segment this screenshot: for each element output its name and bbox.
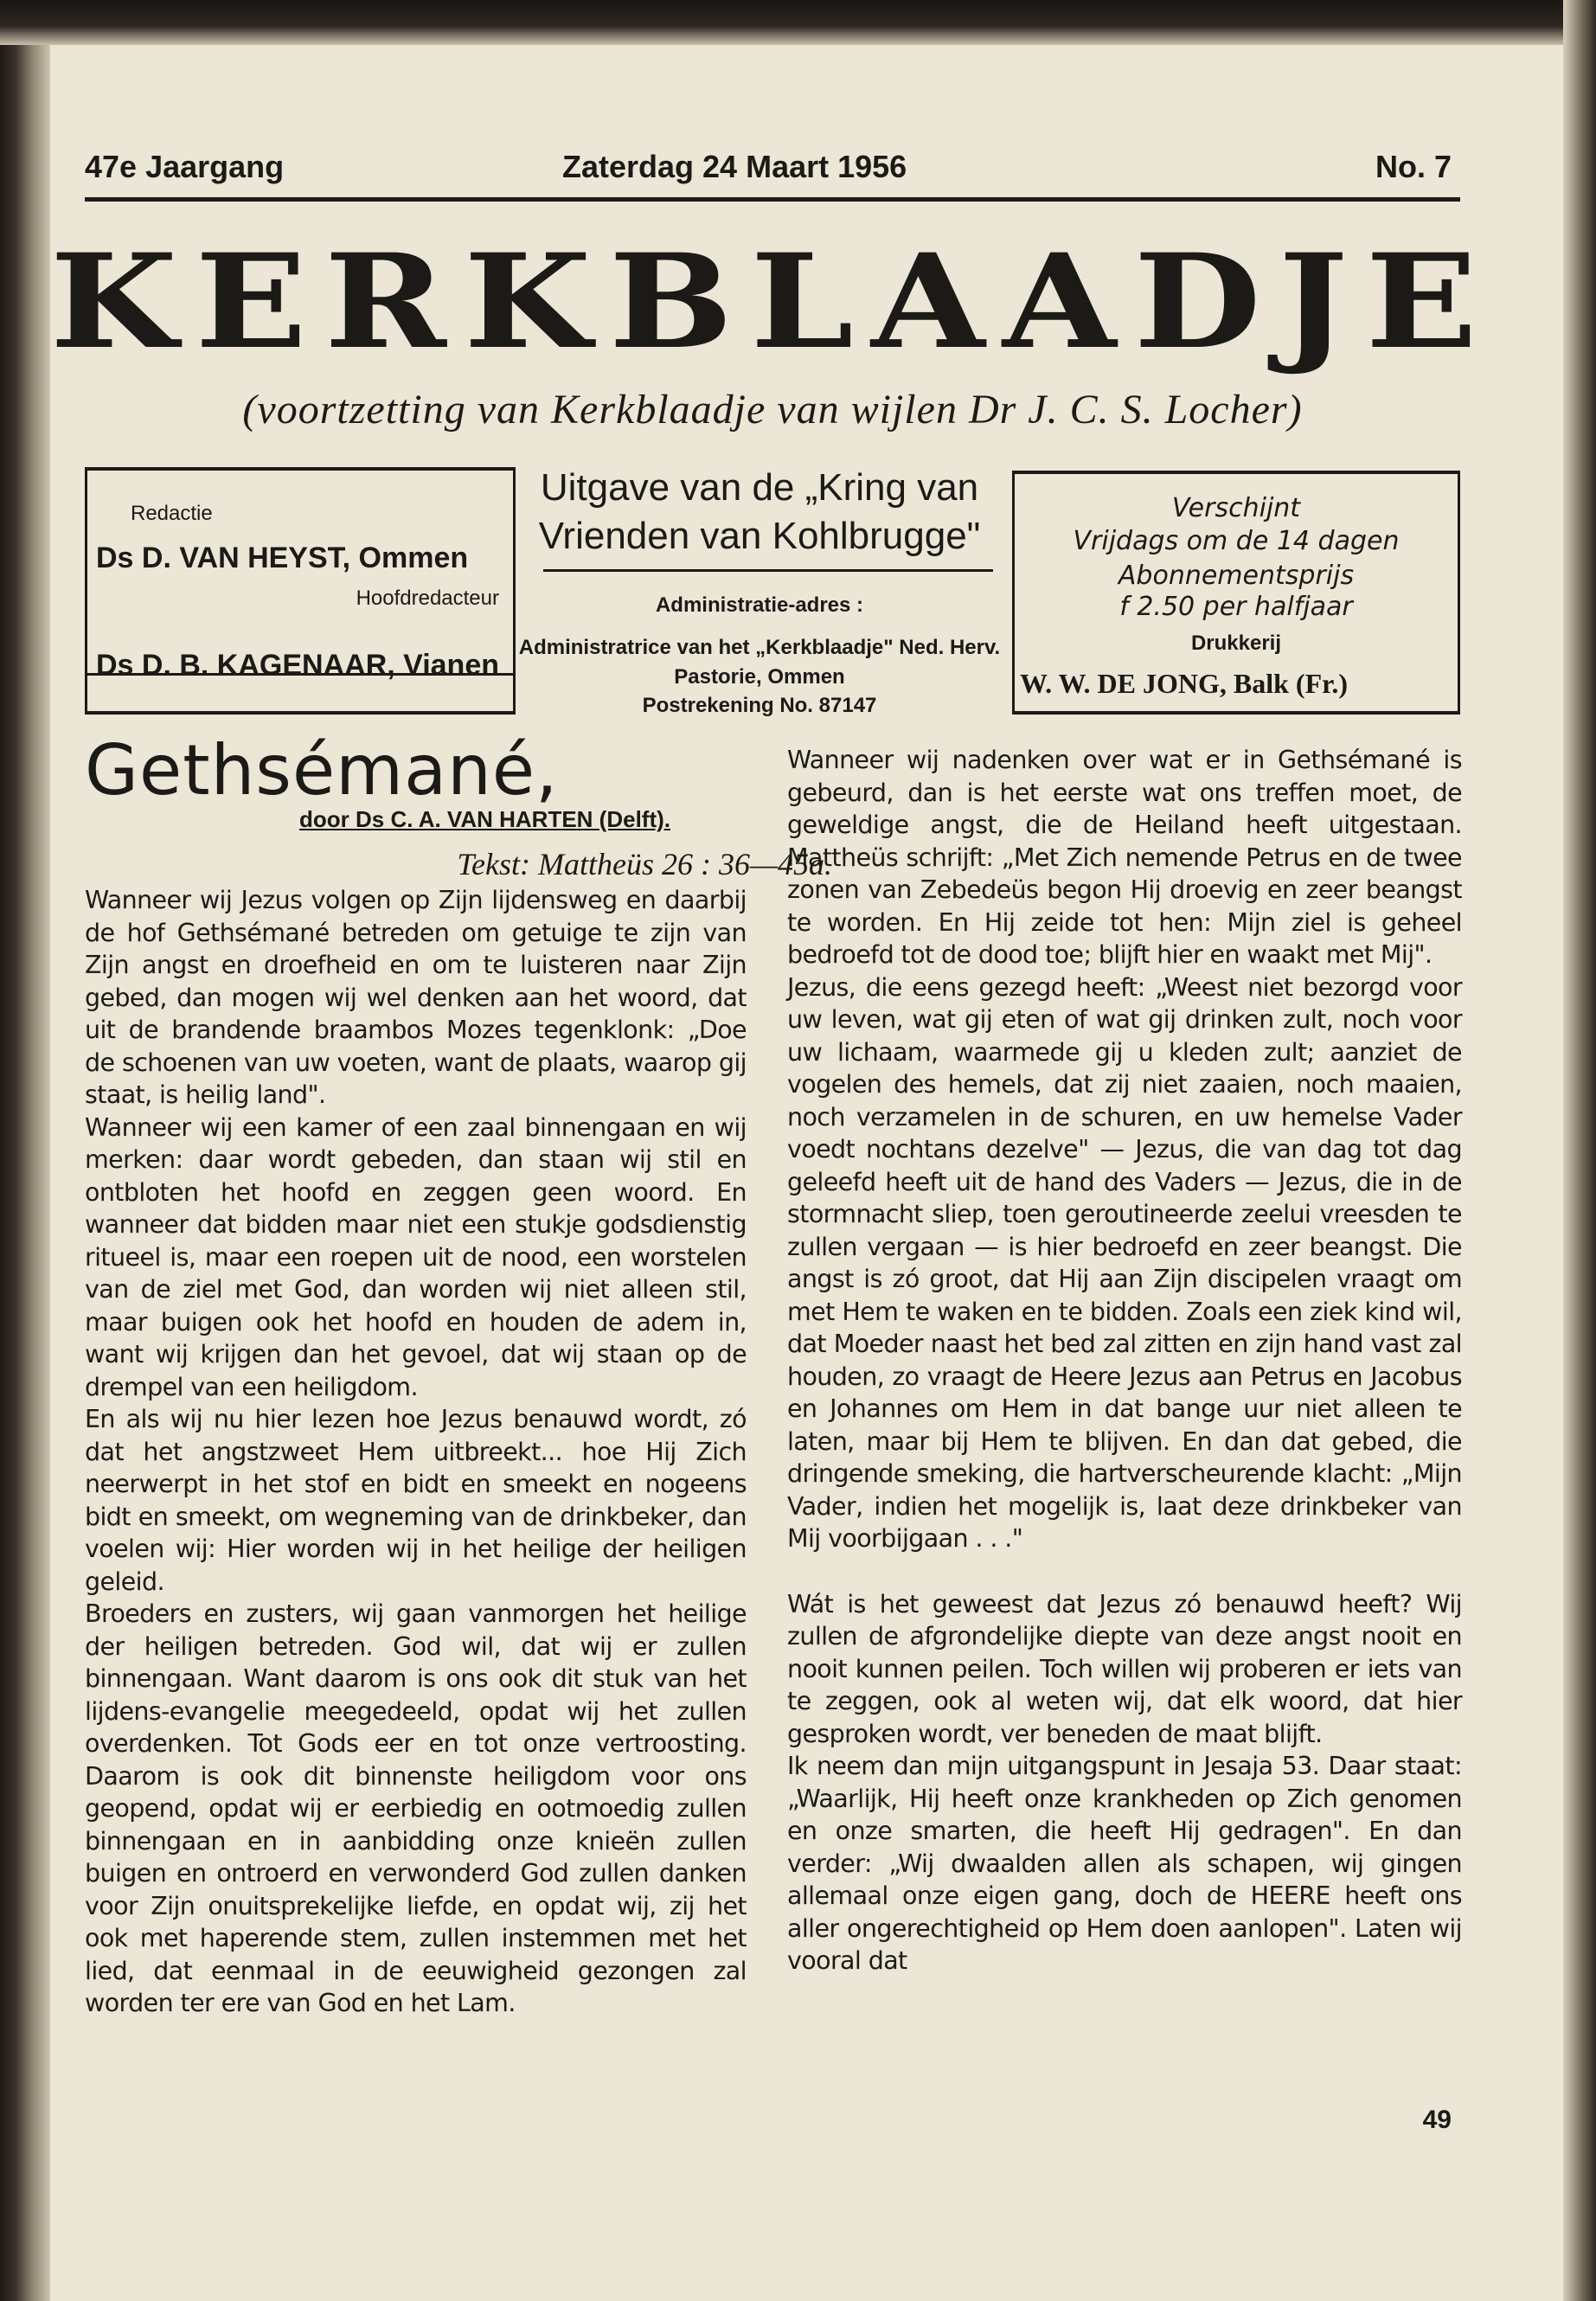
page-number: 49 (1422, 2106, 1452, 2134)
right-edge (1563, 0, 1596, 2301)
scripture-reference: Tekst: Mattheüs 26 : 36—45a. (457, 847, 832, 881)
editor-1-role: Hoofdredacteur (356, 586, 499, 610)
paragraph: Ik neem dan mijn uitgangspunt in Jesaja 53. Daar staat: „Waarlijk, Hij heeft onze krankheden op Zich genomen en onze smarten, die heeft Hij gedragen". En dan verder: „Wij dwaalden allen als schapen, wij gingen allemaal onze eigen gang, doch de HEERE heeft ons aller ongerechtigheid op Hem doen aanlopen". Laten wij vooral dat (787, 1752, 1462, 1975)
admin-label: Administratie-adres : (655, 593, 864, 617)
masthead-subtitle: (voortzetting van Kerkblaadje van wijlen Dr J. C. S. Locher) (242, 387, 1303, 433)
publisher-title: Uitgave van de „Kring van Vrienden van Kohlbrugge" (538, 466, 981, 557)
top-edge (0, 0, 1596, 45)
masthead-title: KERKBLAADJE (49, 226, 1496, 378)
editor-1: Ds D. VAN HEYST, Ommen (96, 542, 469, 574)
paragraph: Wanneer wij Jezus volgen op Zijn lijdensweg en daarbij de hof Gethsémané betreden om getuige te zijn van Zijn angst en droefheid en om te luisteren naar Zijn gebed, dan mogen wij wel denken aan het woord, dat uit de brandende braambos Mozes tegenklonk: „Doe de schoenen van uw voeten, want de plaats, waarop gij staat, is heilig land". (85, 886, 747, 1109)
paragraph: Jezus, die eens gezegd heeft: „Weest niet bezorgd voor uw leven, wat gij eten of wat gij drinken zult, noch voor uw lichaam, waarmede gij u kleden zult; aanziet de vogelen des hemels, dat zij niet zaaien, noch maaien, noch verzamelen in de schuren, en uw hemelse Vader voedt nochtans dezelve" — Jezus, die van dag tot dag geleefd heeft uit de hand des Vaders — Jezus, die in de stormnacht sliep, toen geroutineerde zeelui vreesden te zullen vergaan — is hier bedroefd en zeer beangst. Die angst is zó groot, dat Hij aan Zijn discipelen vraagt om met Hem te waken en te bidden. Zoals een ziek kind wil, dat Moeder naast het bed zal zitten en zijn hand vast zal houden, zo vraagt de Heere Jezus aan Petrus en Jacobus en Johannes om Hem in dat bange uur niet alleen te laten, maar bij Hem te blijven. En dan dat gebed, die dringende smeking, die hartverscheurende klacht: „Mijn Vader, indien het mogelijk is, laat deze drinkbeker van Mij voorbijgaan . . ." (787, 972, 1462, 1553)
header-rule (85, 197, 1460, 202)
header-line (85, 149, 1460, 192)
postrekening: Postrekening No. 87147 (642, 694, 877, 717)
subscription-line-3: Abonnementsprijs (1118, 561, 1355, 591)
issue-date: Zaterdag 24 Maart 1956 (562, 149, 907, 184)
paragraph: Broeders en zusters, wij gaan vanmorgen het heilige der heiligen betreden. God wil, dat wij er zullen binnengaan. Want daarom is ons ook dit stuk van het lijdens-evangelie meegedeeld, opdat wij het zullen overdenken. Tot Gods eer en tot onze vertroosting. Daarom is ook dit binnenste heiligdom voor ons geopend, opdat wij er eerbiedig en ootmoedig zullen binnengaan en in aanbidding onze knieën zullen buigen en ontroerd en verwonderd God zullen danken voor Zijn onuitsprekelijke liefde, en opdat wij, zij het ook met haperende stem, zullen instemmen met het lied, dat eenmaal in de eeuwigheid gezongen zal worden ter ere van God en het Lam. (85, 1599, 747, 2017)
printer-label: Drukkerij (1190, 631, 1282, 655)
volume-label: 47e Jaargang (85, 149, 285, 184)
article-column-left (85, 884, 747, 2020)
article-column-right (787, 744, 1462, 1977)
paragraph: Wanneer wij een kamer of een zaal binnengaan en wij merken: daar wordt gebeden, dan staan wij stil en ontbloten het hoofd en zeggen geen woord. En wanneer dat bidden maar niet een stukje godsdienstig ritueel is, maar een roepen uit de nood, een worstelen van de ziel met God, dan worden wij niet alleen stil, maar buigen ook het hoofd en houden de adem in, want wij krijgen dan het gevoel, dat wij staan op de drempel van een heiligdom. (85, 1112, 747, 1401)
divider (543, 569, 993, 572)
publisher-block (517, 464, 1002, 723)
issue-number: No. 7 (1375, 149, 1452, 184)
paragraph: Wanneer wij nadenken over wat er in Gethsémané is gebeurd, dan is het eerste wat ons treffen moet, de geweldige angst, die de Heiland heeft uitgestaan. Mattheüs schrijft: „Met Zich nemende Petrus en de twee zonen van Zebedeüs begon Hij droevig en zeer beangst te worden. En Hij zeide tot hen: Mijn ziel is geheel bedroefd tot de dood toe; blijft hier en waakt met Mij". (787, 746, 1462, 969)
article-title: Gethsémané, (85, 730, 559, 811)
editorial-box (85, 467, 516, 715)
newspaper-page (49, 138, 1496, 2214)
editor-2: Ds D. B. KAGENAAR, Vianen (96, 649, 500, 682)
editorial-heading: Redactie (131, 502, 213, 525)
subscription-box (1012, 471, 1460, 715)
paragraph: En als wij nu hier lezen hoe Jezus benauwd wordt, zó dat het angstzweet Hem uitbreekt... hoe Hij Zich neerwerpt in het stof en bidt en smeekt en nogeens bidt en smeekt, om wegneming van de drinkbeker, dan voelen wij: Hier worden wij in het heilige der heiligen geleid. (85, 1405, 747, 1596)
article-byline: door Ds C. A. VAN HARTEN (Delft). (299, 806, 670, 832)
subscription-line-1: Verschijnt (1171, 493, 1301, 523)
admin-address: Administratrice van het „Kerkblaadje" Ned. Herv. Pastorie, Ommen (518, 636, 1001, 689)
paragraph: Wát is het geweest dat Jezus zó benauwd heeft? Wij zullen de afgrondelijke diepte van deze angst nooit en nooit kunnen peilen. Toch willen wij proberen er iets van te zeggen, ook al weten wij, dat elk woord, dat hier gesproken wordt, ver beneden de maat blijft. (787, 1589, 1462, 1748)
printer-name: W. W. DE JONG, Balk (Fr.) (1020, 668, 1349, 699)
subscription-line-4: f 2.50 per halfjaar (1119, 592, 1353, 622)
subscription-line-2: Vrijdags om de 14 dagen (1073, 526, 1400, 556)
